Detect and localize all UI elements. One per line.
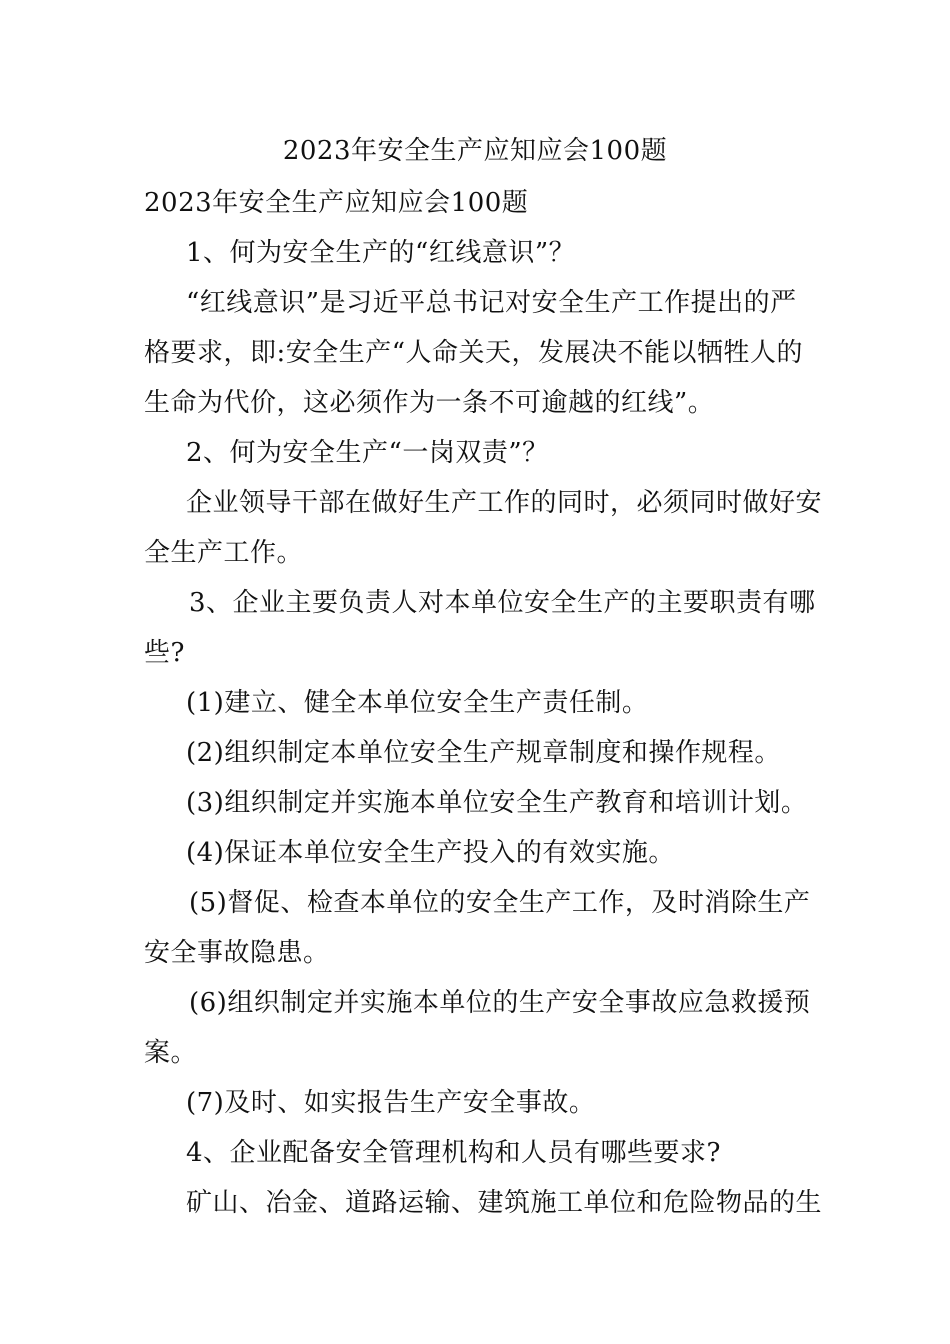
answer-2-line-2: 全生产工作。 <box>144 538 304 568</box>
answer-1-line-1: “红线意识”是习近平总书记对安全生产工作提出的严 <box>186 288 797 318</box>
answer-3-item-7: (7)及时、如实报告生产安全事故。 <box>186 1088 596 1118</box>
answer-3-item-2: (2)组织制定本单位安全生产规章制度和操作规程。 <box>186 738 781 768</box>
question-3-line-2: 些? <box>144 638 185 668</box>
question-4: 4、企业配备安全管理机构和人员有哪些要求? <box>186 1138 721 1168</box>
answer-3-item-6-line-2: 案。 <box>144 1038 198 1068</box>
question-3-line-1: 3、企业主要负责人对本单位安全生产的主要职责有哪 <box>189 588 816 618</box>
document-title: 2023年安全生产应知应会100题 <box>282 136 668 166</box>
answer-1-line-3: 生命为代价，这必须作为一条不可逾越的红线”。 <box>144 388 715 418</box>
answer-3-item-5-line-1: (5)督促、检查本单位的安全生产工作，及时消除生产 <box>189 888 811 918</box>
answer-3-item-6-line-1: (6)组织制定并实施本单位的生产安全事故应急救援预 <box>189 988 811 1018</box>
document-subtitle: 2023年安全生产应知应会100题 <box>144 188 529 218</box>
answer-3-item-1: (1)建立、健全本单位安全生产责任制。 <box>186 688 649 718</box>
answer-3-item-3: (3)组织制定并实施本单位安全生产教育和培训计划。 <box>186 788 808 818</box>
answer-2-line-1: 企业领导干部在做好生产工作的同时，必须同时做好安 <box>186 488 823 518</box>
answer-1-line-2: 格要求，即:安全生产“人命关天，发展决不能以牺牲人的 <box>144 338 804 368</box>
answer-4-line-1: 矿山、冶金、道路运输、建筑施工单位和危险物品的生 <box>186 1188 823 1218</box>
question-2: 2、何为安全生产“一岗双责”？ <box>186 438 549 468</box>
question-1: 1、何为安全生产的“红线意识”？ <box>186 238 576 268</box>
answer-3-item-5-line-2: 安全事故隐患。 <box>144 938 330 968</box>
answer-3-item-4: (4)保证本单位安全生产投入的有效实施。 <box>186 838 675 868</box>
